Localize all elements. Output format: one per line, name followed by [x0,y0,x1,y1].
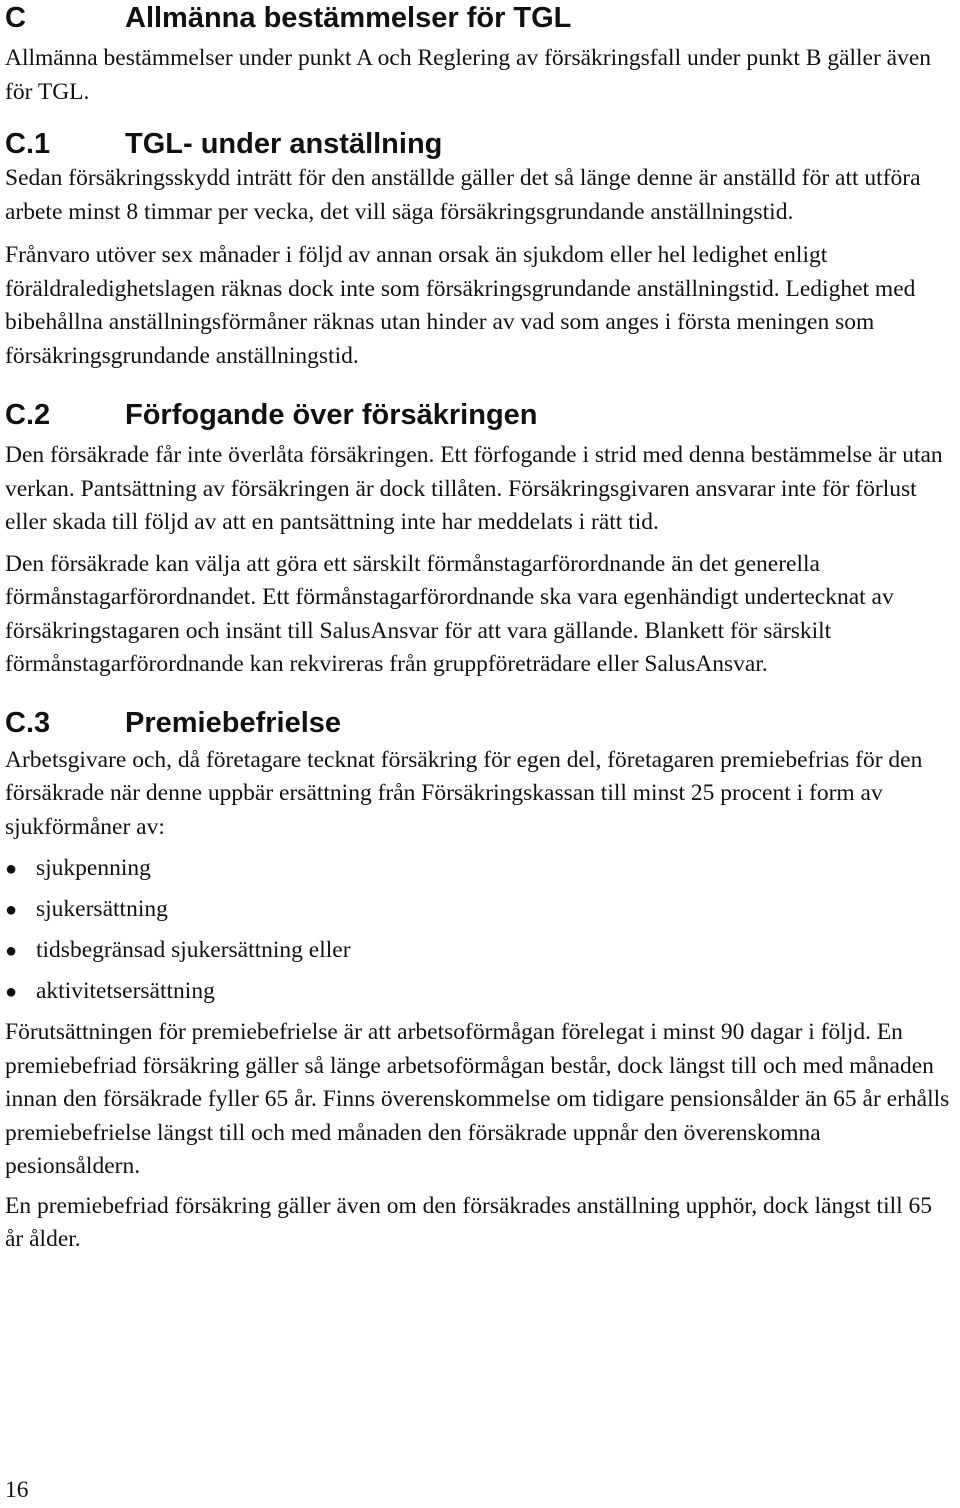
sjukformaner-list [5,848,955,1012]
section-title: Allmänna bestämmelser för TGL [125,2,572,34]
c2-heading [5,397,955,433]
c3-number: C.3 [5,706,51,739]
bullet-icon: ● [5,899,18,921]
bullet-icon: ● [5,858,18,880]
c1-paragraph-2: Frånvaro utöver sex månader i följd av annan orsak än sjukdom eller hel ledighet enligt föräldraledighetslagen räknas dock inte som försäkringsgrundande anställningstid. Ledighet med bibehållna anställningsförmåner räknas utan hinder av vad som anges i första meningen som försäkringsgrundande anställningstid. [5,242,916,369]
c3-paragraph-2: Förutsättningen för premiebefrielse är att arbetsoförmågan förelegat i minst 90 dagar i följd. En premiebefriad försäkring gäller så länge arbetsoförmågan består, dock längst till och med månaden innan den försäkrade fyller 65 år. Finns överenskommelse om tidigare pensionsålder än 65 år erhålls premiebefrielse längst till och med månaden den försäkrade uppnår den överenskomna pesionsåldern. [5,1019,950,1179]
c3-paragraph-3: En premiebefriad försäkring gäller även om den försäkrades anställning upphör, dock längst till 65 år ålder. [5,1192,933,1252]
list-item [5,848,955,889]
c3-paragraph-1: Arbetsgivare och, då företagare tecknat försäkring för egen del, företagaren premiebefrias för den försäkrade när denne uppbär ersättning från Försäkringskassan till minst 25 procent i form av sjukförmåner av: [5,746,923,840]
list-item [5,930,955,971]
list-item-text: sjukpenning [36,855,151,881]
bullet-icon: ● [5,981,18,1003]
c1-number: C.1 [5,128,51,160]
c2-title: Förfogande över försäkringen [125,399,538,431]
c3-heading [5,705,955,741]
c2-number: C.2 [5,399,51,431]
list-item-text: aktivitetsersättning [36,978,215,1004]
section-intro: Allmänna bestämmelser under punkt A och Reglering av försäkringsfall under punkt B gäller även för TGL. [5,45,932,105]
c2-paragraph-1: Den försäkrade får inte överlåta försäkringen. Ett förfogande i strid med denna bestämmelse är utan verkan. Pantsättning av försäkringen är dock tillåten. Försäkringsgivaren ansvarar inte för förlust eller skada till följd av att en pantsättning inte har meddelats i rätt tid. [5,442,943,535]
bullet-icon: ● [5,940,18,962]
c2-paragraph-2: Den försäkrade kan välja att göra ett särskilt förmånstagarförordnande än det generella förmånstagarförordnandet. Ett förmånstagarförordnande ska vara egenhändigt undertecknat av försäkringstagaren och insänt till SalusAnsvar för att vara gällande. Blankett för särskilt förmånstagarförordnande kan rekvireras från gruppföreträdare eller SalusAnsvar. [5,550,894,677]
c1-heading [5,126,955,162]
list-item-text: tidsbegränsad sjukersättning eller [36,937,351,963]
list-item [5,889,955,930]
c1-paragraph-1: Sedan försäkringsskydd inträtt för den anställde gäller det så länge denne är anställd för att utföra arbete minst 8 timmar per vecka, det vill säga försäkringsgrundande anställningstid. [5,165,921,225]
c3-title: Premiebefrielse [125,706,342,739]
section-letter: C [5,2,26,34]
c1-title: TGL- under anställning [125,128,443,160]
list-item-text: sjukersättning [36,896,168,922]
page-number: 16 [5,1477,29,1503]
document-page [5,0,955,1257]
list-item [5,971,955,1012]
section-heading [5,0,955,36]
